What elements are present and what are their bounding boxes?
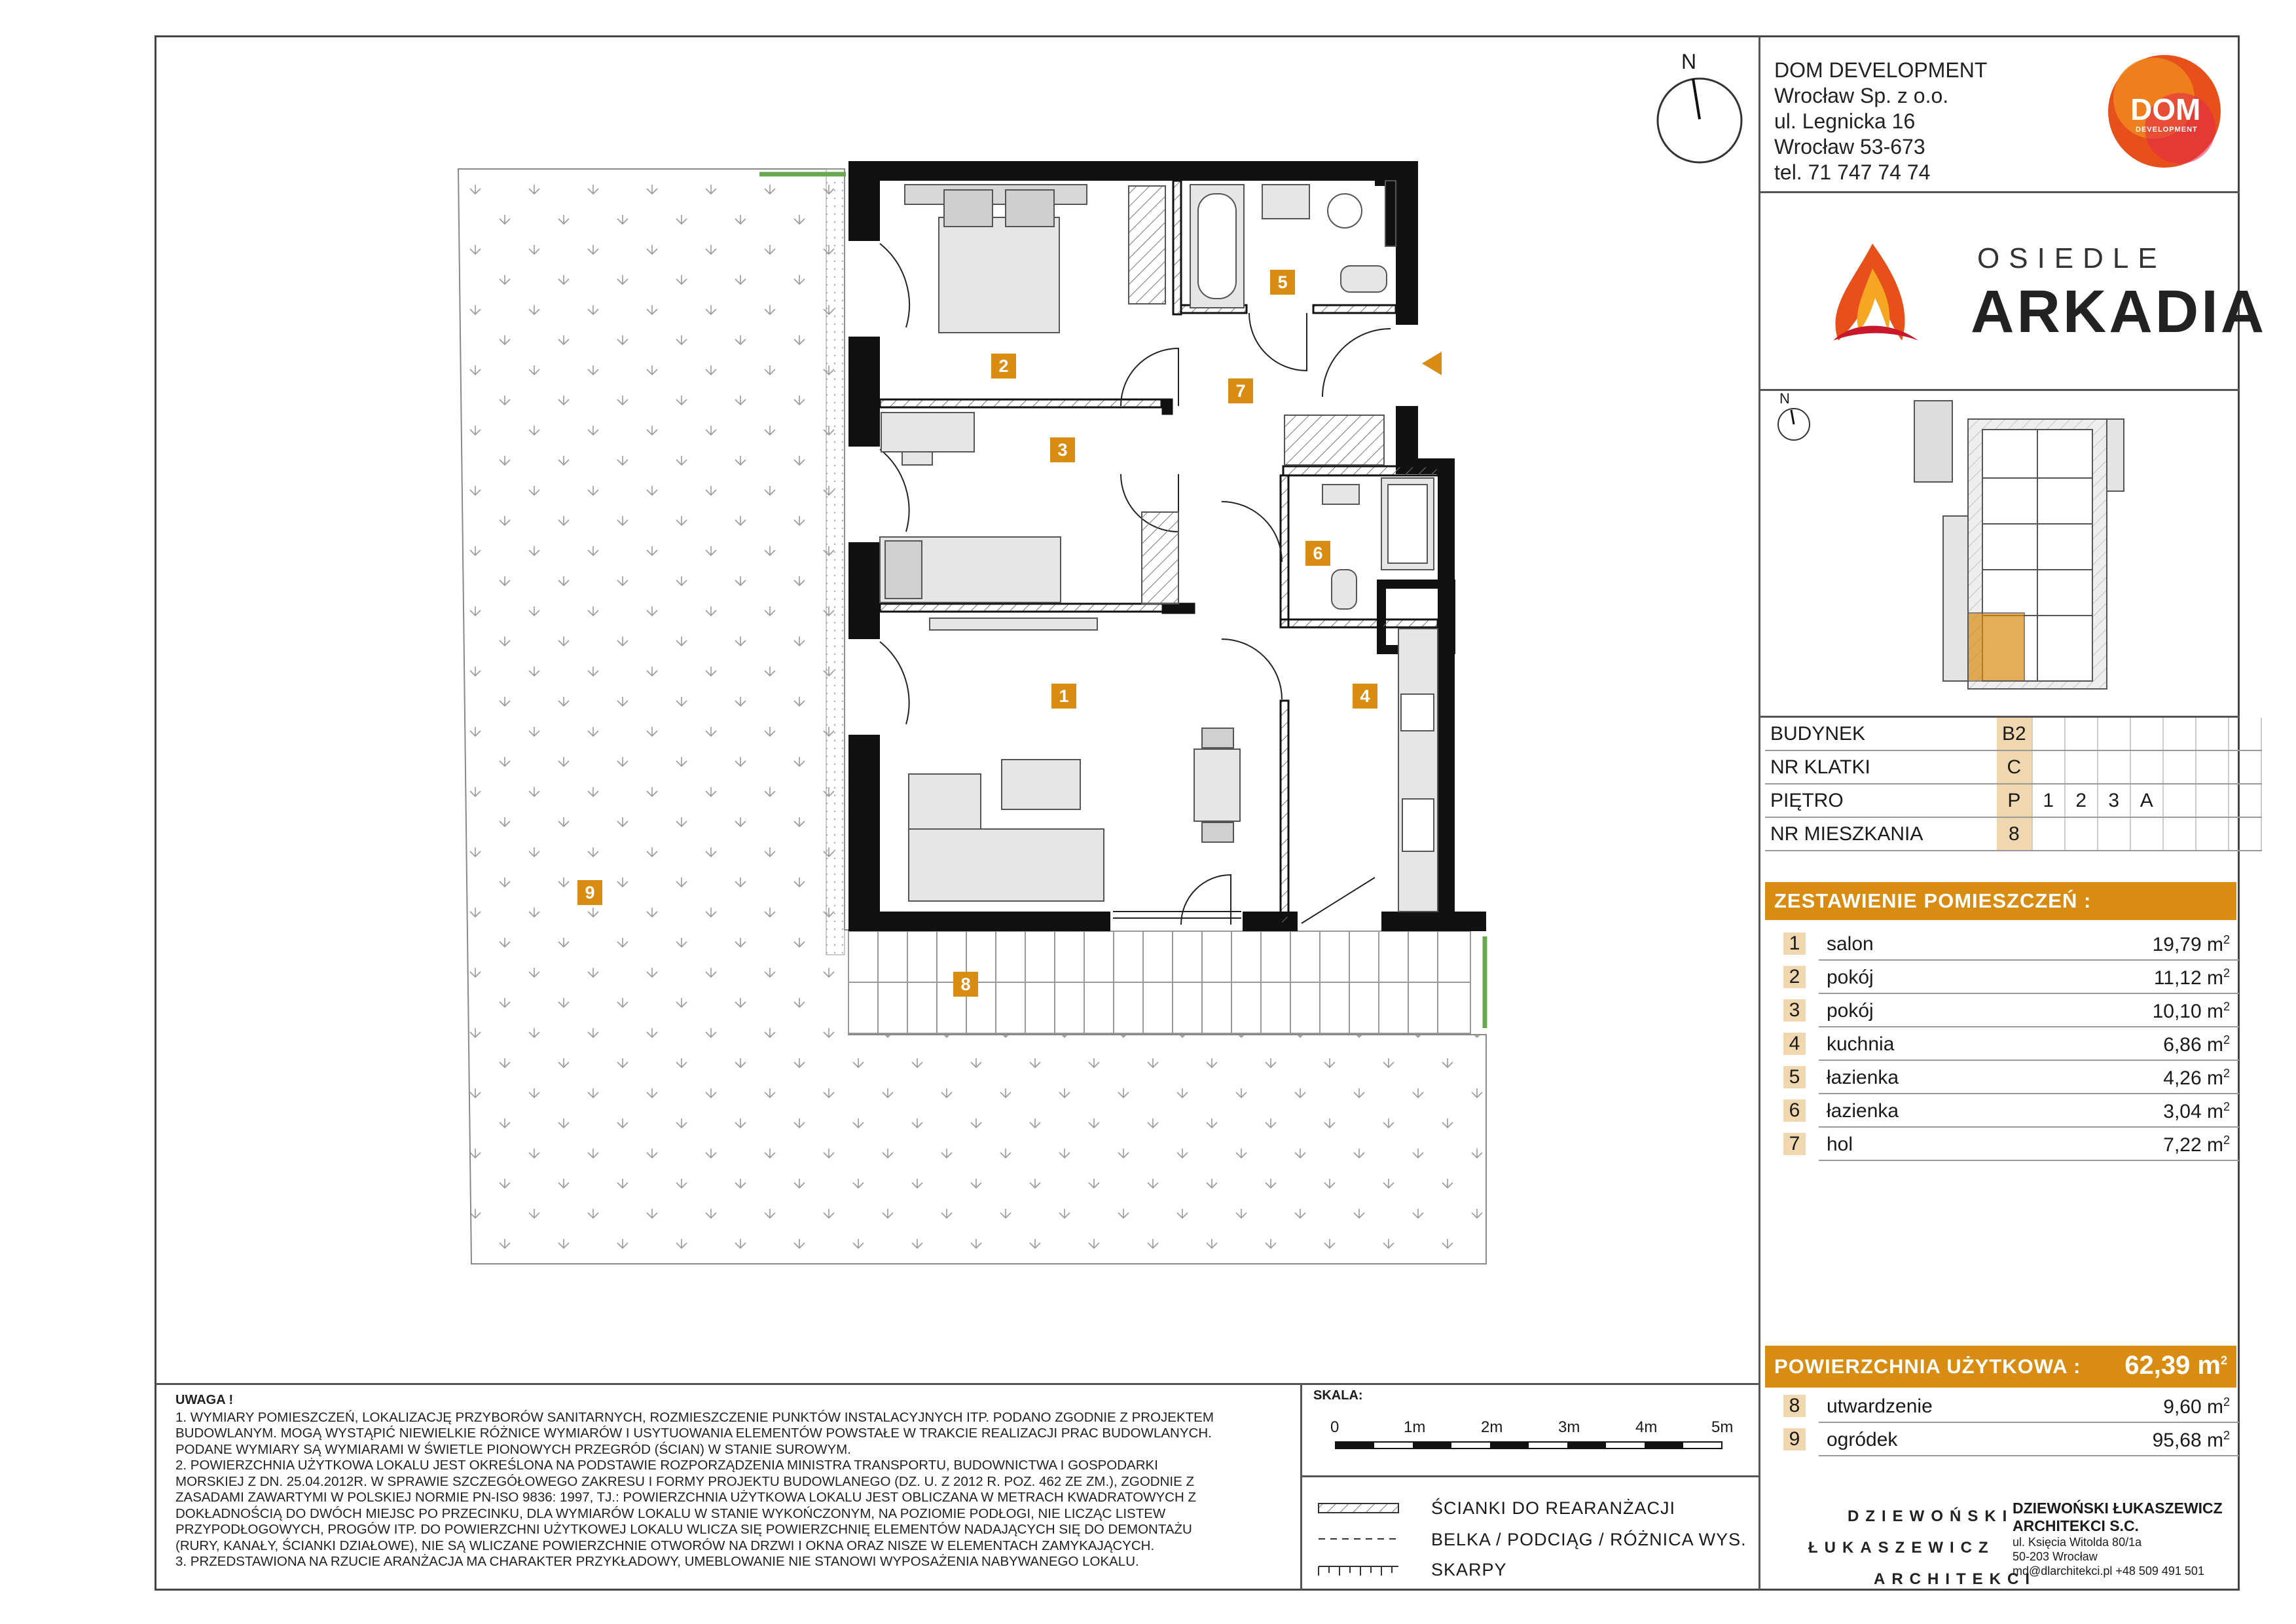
total-label: POWIERZCHNIA UŻYTKOWA : — [1774, 1355, 2081, 1378]
info-cell: 2 — [2065, 784, 2098, 817]
room-row — [1789, 1027, 2239, 1061]
notes-line: BUDOWLANYM. MOGĄ WYSTĄPIĆ NIEWIELKIE RÓŻNICE WYMIARÓW I USYTUOWANIA ELEMENTÓW POWSTAŁE W TRAKCIE REALIZACJI PRAC BUDOWLANYCH. — [175, 1426, 1212, 1441]
room-area: 19,79 m — [2152, 934, 2223, 955]
dom-logo-sub: DEVELOPMENT — [2136, 126, 2198, 134]
room-num: 2 — [1783, 966, 1806, 988]
garden-edge-strip — [826, 169, 845, 955]
company-name: DOM DEVELOPMENT — [1774, 58, 1988, 82]
room-row — [1789, 927, 2239, 961]
room-name: pokój — [1827, 967, 1874, 988]
company-line1: Wrocław Sp. z o.o. — [1774, 84, 1949, 107]
scale-mark: 2m — [1481, 1418, 1503, 1436]
room-name: hol — [1827, 1134, 1853, 1155]
room-row — [1789, 994, 2239, 1027]
info-cell — [2163, 750, 2196, 784]
notes-line: 1. WYMIARY POMIESZCZEŃ, LOKALIZACJĘ PRZYBORÓW SANITARNYCH, ROZMIESZCZENIE PUNKTÓW INSTALACYJNYCH ITP. PODANO ZGODNIE Z PROJEKTEM — [175, 1409, 1214, 1425]
info-cell — [2196, 718, 2229, 750]
scale-mark: 5m — [1711, 1418, 1734, 1436]
room-num: 6 — [1783, 1099, 1806, 1122]
room-num: 5 — [1783, 1066, 1806, 1088]
extra-areas — [1781, 1390, 2239, 1456]
plan-label-4: 4 — [1353, 684, 1377, 709]
summary-title: ZESTAWIENIE POMIESZCZEŃ : — [1765, 882, 2236, 920]
project-big: ARKADIA — [1971, 278, 2267, 345]
legend-symbols — [1319, 1504, 1398, 1576]
info-cell — [2196, 750, 2229, 784]
north-label: N — [1681, 50, 1697, 73]
dom-logo-text — [2130, 92, 2200, 127]
room-num: 3 — [1783, 999, 1806, 1022]
dom-logo-main: DOM — [2130, 92, 2201, 126]
extra-area-wrap — [2163, 1395, 2230, 1418]
info-cell — [2032, 750, 2065, 784]
room-area-wrap — [2163, 1067, 2230, 1090]
info-cell — [2098, 750, 2130, 784]
plan-label-3: 3 — [1050, 437, 1075, 462]
info-cell: A — [2130, 784, 2163, 817]
architect-logo-line2: ŁUKASZEWICZ — [1808, 1539, 1995, 1557]
info-cell — [2163, 817, 2196, 851]
keyplan-north-label: N — [1779, 390, 1790, 407]
info-cell — [2130, 718, 2163, 750]
info-cell — [2065, 718, 2098, 750]
extra-row — [1789, 1390, 2239, 1423]
room-name: łazienka — [1827, 1100, 1899, 1122]
info-cell — [2229, 817, 2261, 851]
room-name: salon — [1827, 933, 1874, 955]
room-area: 7,22 m — [2163, 1134, 2223, 1156]
extra-row — [1789, 1423, 2239, 1456]
room-area-wrap — [2153, 933, 2230, 956]
room-row — [1789, 1061, 2239, 1094]
info-cell — [2130, 750, 2163, 784]
notes-line: MORSKIEJ Z DN. 25.04.2012R. W SPRAWIE SZCZEGÓŁOWEGO ZAKRESU I FORMY PROJEKTU BUDOWLANEGO (DZ. U. Z 2012 R. POZ. 462 ZE ZM.), ZGODNIE Z — [175, 1473, 1194, 1489]
info-label: NR MIESZKANIA — [1765, 817, 1997, 851]
sq-sup: 2 — [2223, 1429, 2230, 1442]
plan-label-6: 6 — [1305, 541, 1330, 566]
info-label: BUDYNEK — [1765, 718, 1997, 750]
legend-beam: BELKA / PODCIĄG / RÓŻNICA WYS. — [1431, 1530, 1747, 1549]
room-name: łazienka — [1827, 1067, 1899, 1088]
sq-sup: 2 — [2223, 1134, 2230, 1147]
info-cell — [2130, 817, 2163, 851]
scale-mark: 3m — [1558, 1418, 1580, 1436]
key-plan — [1914, 401, 2124, 689]
info-table — [1765, 718, 2262, 851]
info-row — [1765, 817, 2261, 851]
info-row — [1765, 784, 2261, 817]
notes-line: (RURY, KANAŁY, ŚCIANKI DZIAŁOWE), NIE SĄ WLICZANE POWIERZCHNIE OTWORÓW NA DRZWI I OKNA ORAZ NISZE W ELEMENTACH ZAMYKAJĄCYCH. — [175, 1538, 1155, 1553]
info-cell — [2196, 817, 2229, 851]
project-small: OSIEDLE — [1977, 242, 2166, 274]
info-row — [1765, 718, 2261, 750]
info-cell: B2 — [1997, 718, 2032, 750]
room-area-wrap — [2154, 967, 2230, 989]
notes-line: ZASADAMI ZAWARTYMI W POLSKIEJ NORMIE PN-ISO 9836: 1997, TJ.: POWIERZCHNIA UŻYTKOWA LOKALU JEST OBLICZANA W METRACH KWADRATOWYCH Z — [175, 1490, 1197, 1505]
notes-line: PODANE WYMIARY SĄ WYMIARAMI W ŚWIETLE PIONOWYCH PRZEGRÓD (ŚCIAN) W STANIE SUROWYM. — [175, 1441, 851, 1457]
room-num: 4 — [1783, 1033, 1806, 1055]
info-cell — [2098, 817, 2130, 851]
extra-area: 95,68 m — [2152, 1430, 2223, 1451]
keyplan-north — [1778, 409, 1810, 440]
notes — [175, 1392, 1262, 1570]
sq-sup: 2 — [2223, 967, 2230, 980]
plan-label-9: 9 — [577, 880, 602, 905]
info-cell — [2196, 784, 2229, 817]
architect-contact: md@dlarchitekci.pl +48 509 491 501 — [2013, 1564, 2204, 1578]
room-area-wrap — [2163, 1033, 2230, 1056]
notes-title: UWAGA ! — [175, 1393, 234, 1407]
sq-sup: 2 — [2223, 1100, 2230, 1113]
info-label: NR KLATKI — [1765, 750, 1997, 784]
extra-name: ogródek — [1827, 1429, 1898, 1450]
company-phone: tel. 71 747 74 74 — [1774, 160, 1931, 184]
sq-sup: 2 — [2220, 1354, 2227, 1367]
plan-label-1: 1 — [1051, 684, 1076, 709]
room-row — [1789, 961, 2239, 994]
scale-mark: 0 — [1330, 1418, 1339, 1436]
architect-title1: DZIEWOŃSKI ŁUKASZEWICZ — [2013, 1500, 2223, 1517]
sq-sup: 2 — [2223, 1067, 2230, 1080]
extra-name: utwardzenie — [1827, 1395, 1933, 1417]
info-row — [1765, 750, 2261, 784]
scale-bar — [1336, 1442, 1722, 1449]
room-area-wrap — [2163, 1100, 2230, 1123]
info-cell — [2032, 817, 2065, 851]
notes-line: DOKŁADNOŚCIĄ DO DWÓCH MIEJSC PO PRZECINKU, DLA WYMIARÓW LOKALU W STANIE WYKOŃCZONYM, NA POZIOMIE PODŁOGI, NIE LICZĄC LISTEW — [175, 1505, 1166, 1521]
total-area-bar — [1765, 1346, 2236, 1388]
architect-logo — [1808, 1501, 2036, 1595]
extra-area-wrap — [2153, 1429, 2230, 1452]
sq-sup: 2 — [2223, 933, 2230, 946]
architect-info — [2013, 1500, 2223, 1578]
architect-title2: ARCHITEKCI S.C. — [2013, 1517, 2139, 1534]
room-name: pokój — [1827, 1000, 1874, 1022]
info-cell — [2065, 817, 2098, 851]
plan-label-8: 8 — [953, 972, 978, 997]
notes-line: PRZYPODŁOGOWYCH, PROGÓW ITP. DO POWIERZCHNI UŻYTKOWEJ LOKALU WLICZA SIĘ POWIERZCHNIĘ ELEMENTÓW NADAJĄCYCH SIĘ DO DEMONTAŻU — [175, 1522, 1192, 1537]
architect-addr2: 50-203 Wrocław — [2013, 1550, 2098, 1563]
architect-logo-line1: DZIEWOŃSKI — [1848, 1507, 2014, 1525]
info-cell — [2065, 750, 2098, 784]
sq-sup: 2 — [2223, 1033, 2230, 1046]
architect-addr1: ul. Księcia Witolda 80/1a — [2013, 1536, 2142, 1549]
info-cell — [2098, 718, 2130, 750]
terrace-paving — [848, 931, 1470, 1033]
north-arrow — [1658, 79, 1741, 162]
room-num: 1 — [1783, 932, 1806, 955]
company-line3: Wrocław 53-673 — [1774, 135, 1925, 158]
room-row — [1789, 1128, 2239, 1161]
notes-line: 2. POWIERZCHNIA UŻYTKOWA LOKALU JEST OKREŚLONA NA PODSTAWIE ROZPORZĄDZENIA MINISTRA TRANSPORTU, BUDOWNICTWA I GOSPODARKI — [175, 1458, 1158, 1473]
sq-sup: 2 — [2223, 1000, 2230, 1013]
room-row — [1789, 1094, 2239, 1128]
info-cell — [2229, 750, 2261, 784]
info-cell: P — [1997, 784, 2032, 817]
extra-num: 9 — [1783, 1428, 1806, 1450]
room-list — [1781, 927, 2239, 1161]
plan-label-7: 7 — [1228, 378, 1253, 403]
room-area: 4,26 m — [2163, 1067, 2223, 1089]
info-cell: 1 — [2032, 784, 2065, 817]
info-cell: C — [1997, 750, 2032, 784]
room-area-wrap — [2163, 1134, 2230, 1156]
room-area: 6,86 m — [2163, 1034, 2223, 1056]
total-value: 62,39 m — [2124, 1351, 2221, 1380]
info-label: PIĘTRO — [1765, 784, 1997, 817]
scale-title: SKALA: — [1313, 1388, 1363, 1403]
scale-mark: 4m — [1635, 1418, 1658, 1436]
scale-mark: 1m — [1404, 1418, 1426, 1436]
project-logo — [1827, 242, 2267, 347]
sq-sup: 2 — [2223, 1395, 2230, 1409]
info-cell — [2229, 718, 2261, 750]
room-area: 10,10 m — [2152, 1001, 2223, 1022]
info-cell — [2032, 718, 2065, 750]
plan-label-5: 5 — [1270, 270, 1295, 295]
room-area: 11,12 m — [2153, 967, 2223, 989]
room-num: 7 — [1783, 1133, 1806, 1155]
info-cell: 8 — [1997, 817, 2032, 851]
extra-num: 8 — [1783, 1395, 1806, 1417]
company-address — [1774, 58, 1987, 185]
info-cell — [2163, 718, 2196, 750]
extra-area: 9,60 m — [2163, 1396, 2223, 1418]
total-value-wrap — [2124, 1351, 2227, 1380]
company-line2: ul. Legnicka 16 — [1774, 109, 1916, 133]
info-cell: 3 — [2098, 784, 2130, 817]
plan-label-2: 2 — [991, 354, 1016, 378]
info-cell — [2229, 784, 2261, 817]
architect-logo-line3: ARCHITEKCI — [1874, 1570, 2036, 1588]
room-name: kuchnia — [1827, 1033, 1895, 1055]
info-cell — [2163, 784, 2196, 817]
notes-line: 3. PRZEDSTAWIONA NA RZUCIE ARANŻACJA MA CHARAKTER PRZYKŁADOWY, UMEBLOWANIE NIE STANOWI WYPOSAŻENIA NABYWANEGO LOKALU. — [175, 1554, 1139, 1569]
room-area: 3,04 m — [2163, 1101, 2223, 1122]
room-area-wrap — [2153, 1000, 2230, 1023]
legend-slopes: SKARPY — [1431, 1560, 1507, 1579]
legend-rearrangement: ŚCIANKI DO REARANŻACJI — [1431, 1498, 1676, 1518]
